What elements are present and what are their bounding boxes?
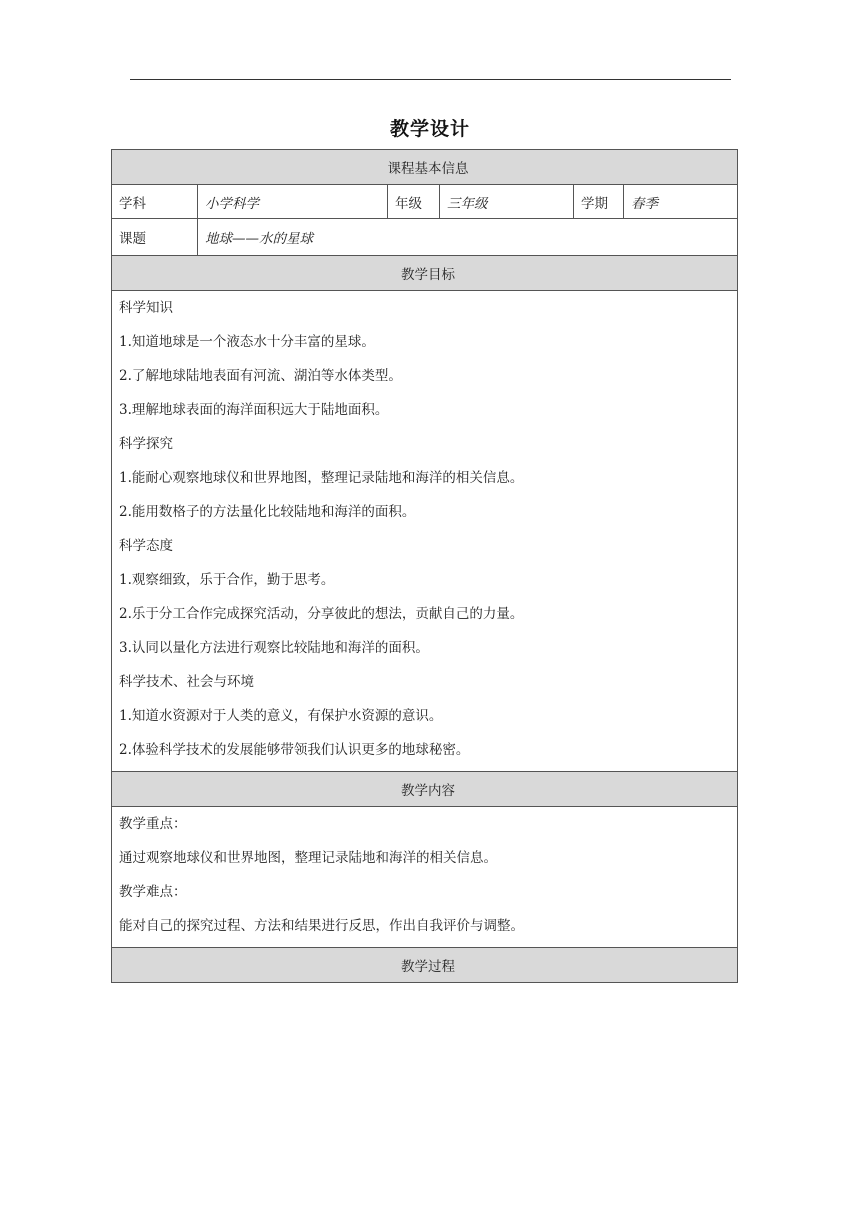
objective-item: 1.知道地球是一个液态水十分丰富的星球。 [119,334,375,350]
content-heading: 教学难点： [119,884,187,900]
objective-heading: 科学知识 [119,300,173,316]
objective-heading: 科学态度 [119,538,173,554]
topic-value: 地球——水的星球 [198,219,738,256]
objective-item: 1.知道水资源对于人类的意义，有保护水资源的意识。 [119,708,443,724]
content-item: 通过观察地球仪和世界地图，整理记录陆地和海洋的相关信息。 [119,850,497,866]
objectives-row [112,291,738,772]
objective-item: 3.理解地球表面的海洋面积远大于陆地面积。 [119,402,389,418]
objective-item: 3.认同以量化方法进行观察比较陆地和海洋的面积。 [119,640,429,656]
section-header-objectives [112,256,738,291]
objective-heading: 科学探究 [119,436,173,452]
subject-label: 学科 [112,185,198,219]
content-item: 能对自己的探究过程、方法和结果进行反思，作出自我评价与调整。 [119,918,524,934]
content-row [112,807,738,948]
topic-label: 课题 [112,219,198,256]
term-label: 学期 [574,185,624,219]
subject-value: 小学科学 [198,185,388,219]
objective-item: 1.观察细致，乐于合作，勤于思考。 [119,572,335,588]
header-rule [130,79,731,80]
grade-value: 三年级 [440,185,574,219]
section-header-content [112,772,738,807]
objective-heading: 科学技术、社会与环境 [119,674,254,690]
objective-item: 1.能耐心观察地球仪和世界地图，整理记录陆地和海洋的相关信息。 [119,470,524,486]
objective-item: 2.体验科学技术的发展能够带领我们认识更多的地球秘密。 [119,742,470,758]
objectives-cell [112,291,738,772]
content-heading: 教学重点： [119,816,187,832]
section-title: 教学目标 [112,256,738,291]
grade-label: 年级 [388,185,440,219]
section-header-process [112,948,738,983]
section-header-basic-info [112,150,738,185]
objective-item: 2.了解地球陆地表面有河流、湖泊等水体类型。 [119,368,402,384]
content-cell [112,807,738,948]
document-title: 教学设计 [389,118,470,140]
term-value: 春季 [624,185,738,219]
info-row [112,185,738,219]
section-title: 教学内容 [112,772,738,807]
objective-item: 2.乐于分工合作完成探究活动，分享彼此的想法，贡献自己的力量。 [119,606,524,622]
objective-item: 2.能用数格子的方法量化比较陆地和海洋的面积。 [119,504,416,520]
section-title: 教学过程 [112,948,738,983]
topic-row [112,219,738,256]
section-title: 课程基本信息 [112,150,738,185]
lesson-plan-table [111,149,738,983]
